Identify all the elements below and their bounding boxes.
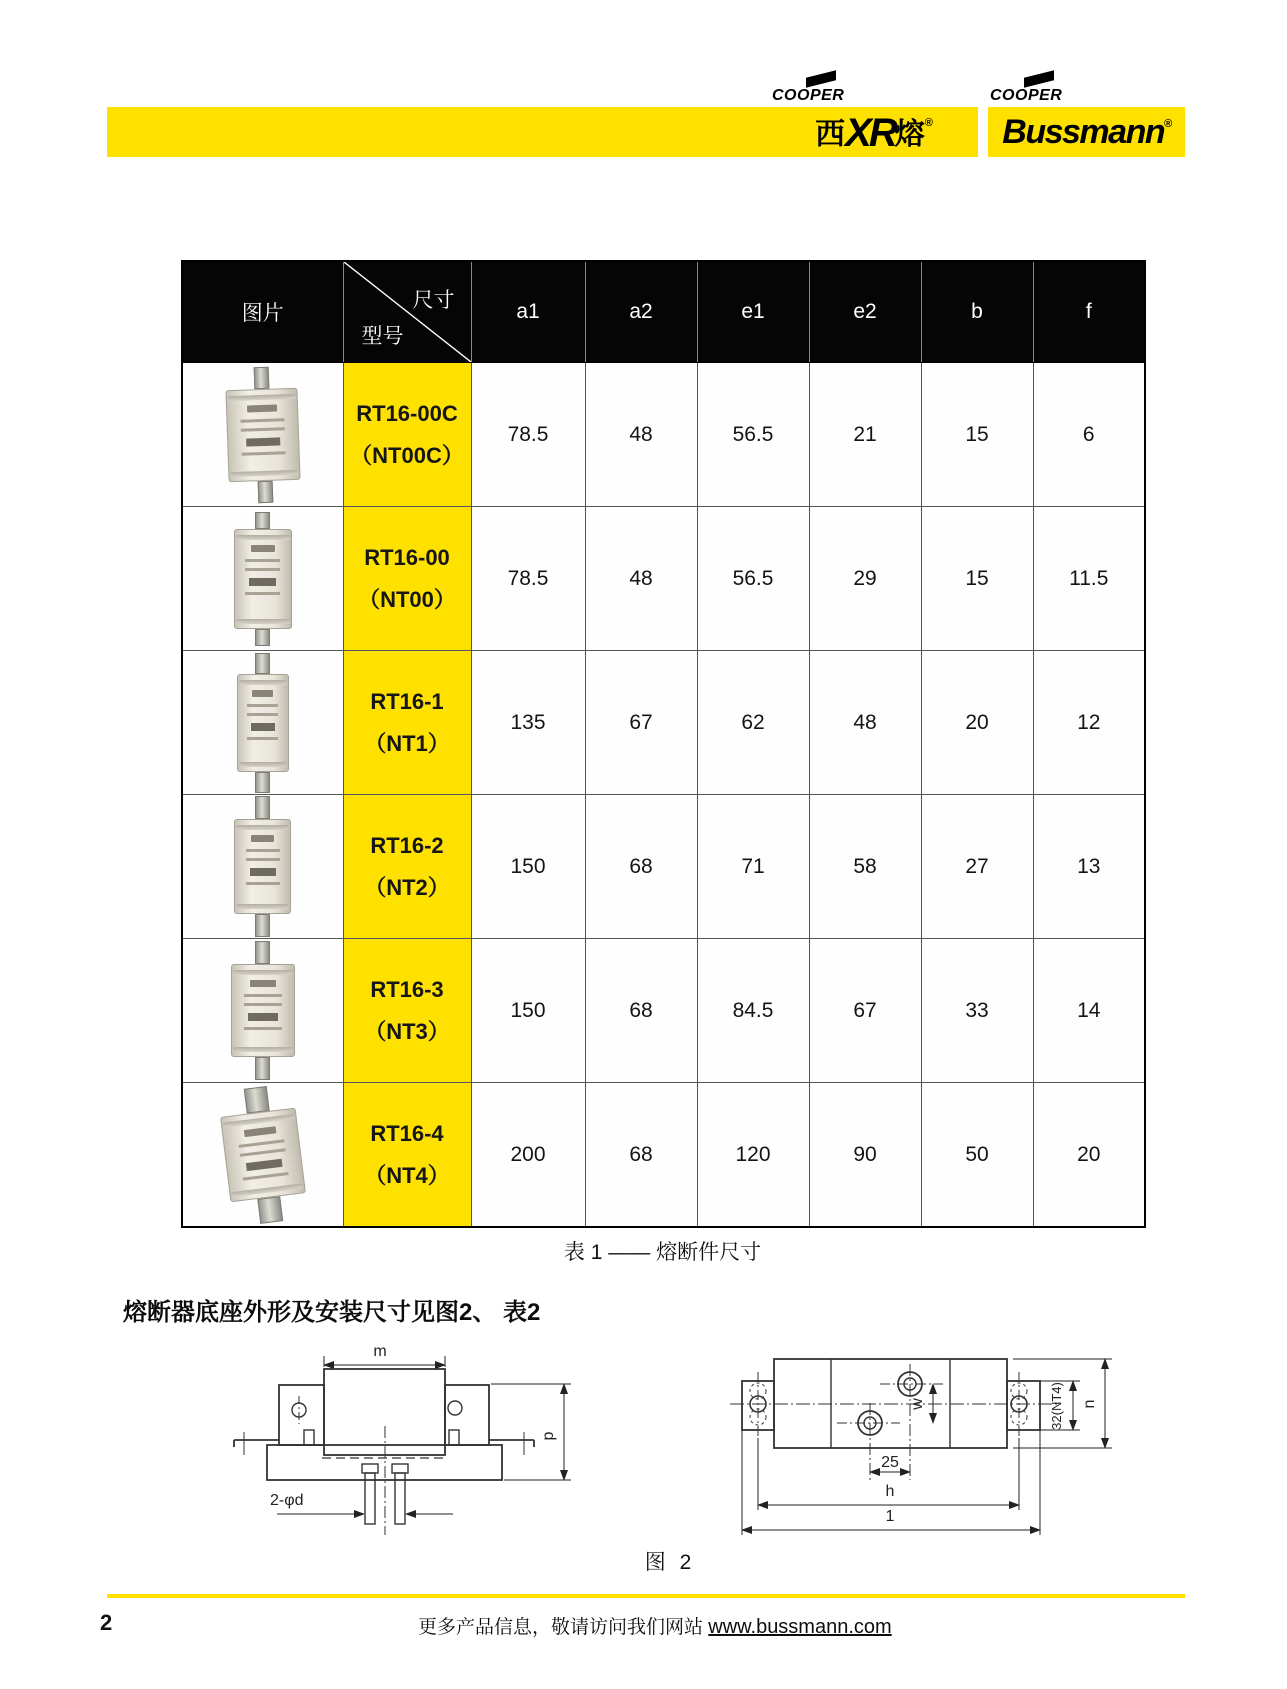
cooper-wordmark: COOPER — [990, 87, 1063, 104]
model-cell — [343, 507, 471, 651]
cooper-wordmark: COOPER — [772, 87, 845, 104]
fuse-body — [234, 819, 291, 914]
dim-label-w: w — [909, 1398, 926, 1410]
registered-mark: ® — [1164, 117, 1171, 130]
figure2-caption: 图 2 — [644, 1551, 696, 1574]
fuse-photo-rt16-2 — [234, 796, 291, 937]
dim-label-m: m — [373, 1343, 387, 1360]
cooper-flag-icon — [1024, 70, 1054, 87]
value-a1: 150 — [471, 939, 585, 1083]
registered-mark: ® — [924, 116, 933, 129]
model-nt: （NT2） — [364, 874, 450, 900]
col-header-size-model — [343, 261, 471, 363]
value-e1: 56.5 — [697, 507, 809, 651]
value-e2: 21 — [809, 363, 921, 507]
value-a1: 200 — [471, 1083, 585, 1228]
fuse-blade — [255, 653, 270, 674]
table-row — [182, 651, 1145, 795]
fuse-photo-rt16-4 — [217, 1083, 309, 1227]
page-number: 2 — [100, 1610, 113, 1635]
model-cell — [343, 651, 471, 795]
value-a2: 67 — [585, 651, 697, 795]
fuse-blade — [255, 772, 270, 793]
value-b: 33 — [921, 939, 1033, 1083]
value-f: 14 — [1033, 939, 1145, 1083]
model-nt: （NT1） — [364, 730, 450, 756]
footer-text — [418, 1612, 892, 1639]
dim-label-25: 25 — [881, 1454, 899, 1471]
value-f: 12 — [1033, 651, 1145, 795]
value-f: 20 — [1033, 1083, 1145, 1228]
cooper-xr-logo — [772, 74, 892, 106]
dim-label-2-phi-d: 2-φd — [270, 1492, 304, 1509]
value-e2: 29 — [809, 507, 921, 651]
dim-label-h: h — [885, 1483, 895, 1500]
value-e1: 71 — [697, 795, 809, 939]
fuse-blade — [243, 1086, 269, 1114]
value-e2: 90 — [809, 1083, 921, 1228]
value-a2: 68 — [585, 795, 697, 939]
fuse-photo-rt16-3 — [231, 941, 295, 1080]
fuse-blade — [255, 629, 270, 646]
cooper-bussmann-logo — [990, 74, 1110, 106]
model-cell — [343, 1083, 471, 1228]
dim-label-n: n — [1081, 1399, 1098, 1409]
fuse-photo-cell — [182, 939, 343, 1083]
dim-label-32nt4: 32(NT4) — [1049, 1382, 1064, 1430]
fuse-photo-cell — [182, 507, 343, 651]
fuse-photo-rt16-00 — [234, 512, 292, 646]
value-b: 15 — [921, 363, 1033, 507]
dim-label-l: 1 — [885, 1508, 895, 1525]
dim-label-p: p — [540, 1431, 557, 1441]
value-e1: 56.5 — [697, 363, 809, 507]
value-f: 13 — [1033, 795, 1145, 939]
value-a2: 68 — [585, 1083, 697, 1228]
table-header-row — [182, 261, 1145, 363]
fuse-base-top-view-drawing — [695, 1350, 1125, 1545]
bussmann-logo-block — [988, 107, 1185, 157]
col-header-a2: a2 — [585, 261, 697, 363]
fuse-photo-cell — [182, 651, 343, 795]
bussmann-text: Bussmann — [1002, 112, 1165, 151]
model-cell — [343, 939, 471, 1083]
section-heading: 熔断器底座外形及安装尺寸见图2、 表2 — [123, 1299, 541, 1326]
value-a1: 135 — [471, 651, 585, 795]
fuse-photo-rt16-1 — [237, 653, 289, 793]
fuse-body — [225, 387, 300, 481]
fuse-blade — [255, 1057, 270, 1080]
table-row — [182, 795, 1145, 939]
model-nt: （NT00C） — [350, 442, 464, 468]
model-name: RT16-00 — [364, 544, 450, 570]
fuse-blade — [257, 480, 273, 503]
col-header-b: b — [921, 261, 1033, 363]
xi-char: 西 — [815, 117, 846, 151]
model-nt: （NT00） — [358, 586, 456, 612]
fuse-body — [234, 529, 292, 629]
value-e1: 62 — [697, 651, 809, 795]
table-row — [182, 363, 1145, 507]
model-nt: （NT3） — [364, 1018, 450, 1044]
fuse-blade — [253, 366, 269, 389]
fuse-body — [231, 964, 295, 1057]
value-a2: 48 — [585, 507, 697, 651]
fuse-photo-cell — [182, 1083, 343, 1228]
footer-url-link[interactable]: www.bussmann.com — [708, 1616, 892, 1638]
fuse-photo-cell — [182, 795, 343, 939]
bussmann-wordmark — [1002, 113, 1170, 152]
model-name: RT16-4 — [370, 1120, 444, 1146]
xr-logo-block — [770, 107, 978, 157]
value-f: 6 — [1033, 363, 1145, 507]
value-a2: 48 — [585, 363, 697, 507]
table-row — [182, 939, 1145, 1083]
model-name: RT16-00C — [356, 400, 458, 426]
value-a1: 78.5 — [471, 507, 585, 651]
col-header-e1: e1 — [697, 261, 809, 363]
footer-info: 更多产品信息，敬请访问我们网站 — [418, 1617, 709, 1638]
fuse-body — [237, 674, 289, 772]
value-a1: 78.5 — [471, 363, 585, 507]
fuse-blade — [255, 941, 270, 964]
model-cell — [343, 795, 471, 939]
value-b: 15 — [921, 507, 1033, 651]
model-name: RT16-1 — [370, 688, 444, 714]
value-e1: 120 — [697, 1083, 809, 1228]
value-f: 11.5 — [1033, 507, 1145, 651]
header-yellow-bar — [107, 107, 771, 157]
value-e1: 84.5 — [697, 939, 809, 1083]
table-row — [182, 507, 1145, 651]
model-nt: （NT4） — [364, 1162, 450, 1188]
fuse-photo-cell — [182, 363, 343, 507]
rong-char: 熔 — [894, 117, 925, 151]
cooper-flag-icon — [806, 70, 836, 87]
value-e2: 58 — [809, 795, 921, 939]
size-label: 尺寸 — [412, 289, 455, 312]
model-name: RT16-3 — [370, 976, 444, 1002]
fuse-dimension-table — [181, 260, 1146, 1228]
col-header-image: 图片 — [182, 261, 343, 363]
col-header-f: f — [1033, 261, 1145, 363]
value-b: 50 — [921, 1083, 1033, 1228]
value-e2: 67 — [809, 939, 921, 1083]
col-header-a1: a1 — [471, 261, 585, 363]
xr-mark: XR — [845, 110, 895, 155]
fuse-blade — [255, 914, 270, 937]
col-header-e2: e2 — [809, 261, 921, 363]
model-name: RT16-2 — [370, 832, 444, 858]
table1-caption: 表 1 —— 熔断件尺寸 — [563, 1241, 762, 1264]
fuse-blade — [255, 512, 270, 529]
fuse-base-front-view-drawing — [215, 1338, 585, 1543]
fuse-blade — [255, 796, 270, 819]
value-a2: 68 — [585, 939, 697, 1083]
model-cell — [343, 363, 471, 507]
value-a1: 150 — [471, 795, 585, 939]
value-e2: 48 — [809, 651, 921, 795]
xirong-wordmark — [815, 109, 933, 156]
footer-yellow-rule — [107, 1594, 1185, 1598]
fuse-blade — [257, 1196, 283, 1224]
value-b: 20 — [921, 651, 1033, 795]
fuse-photo-rt16-00c — [224, 365, 301, 503]
fuse-body — [220, 1107, 306, 1202]
value-b: 27 — [921, 795, 1033, 939]
model-label: 型号 — [361, 325, 404, 348]
table-row — [182, 1083, 1145, 1228]
